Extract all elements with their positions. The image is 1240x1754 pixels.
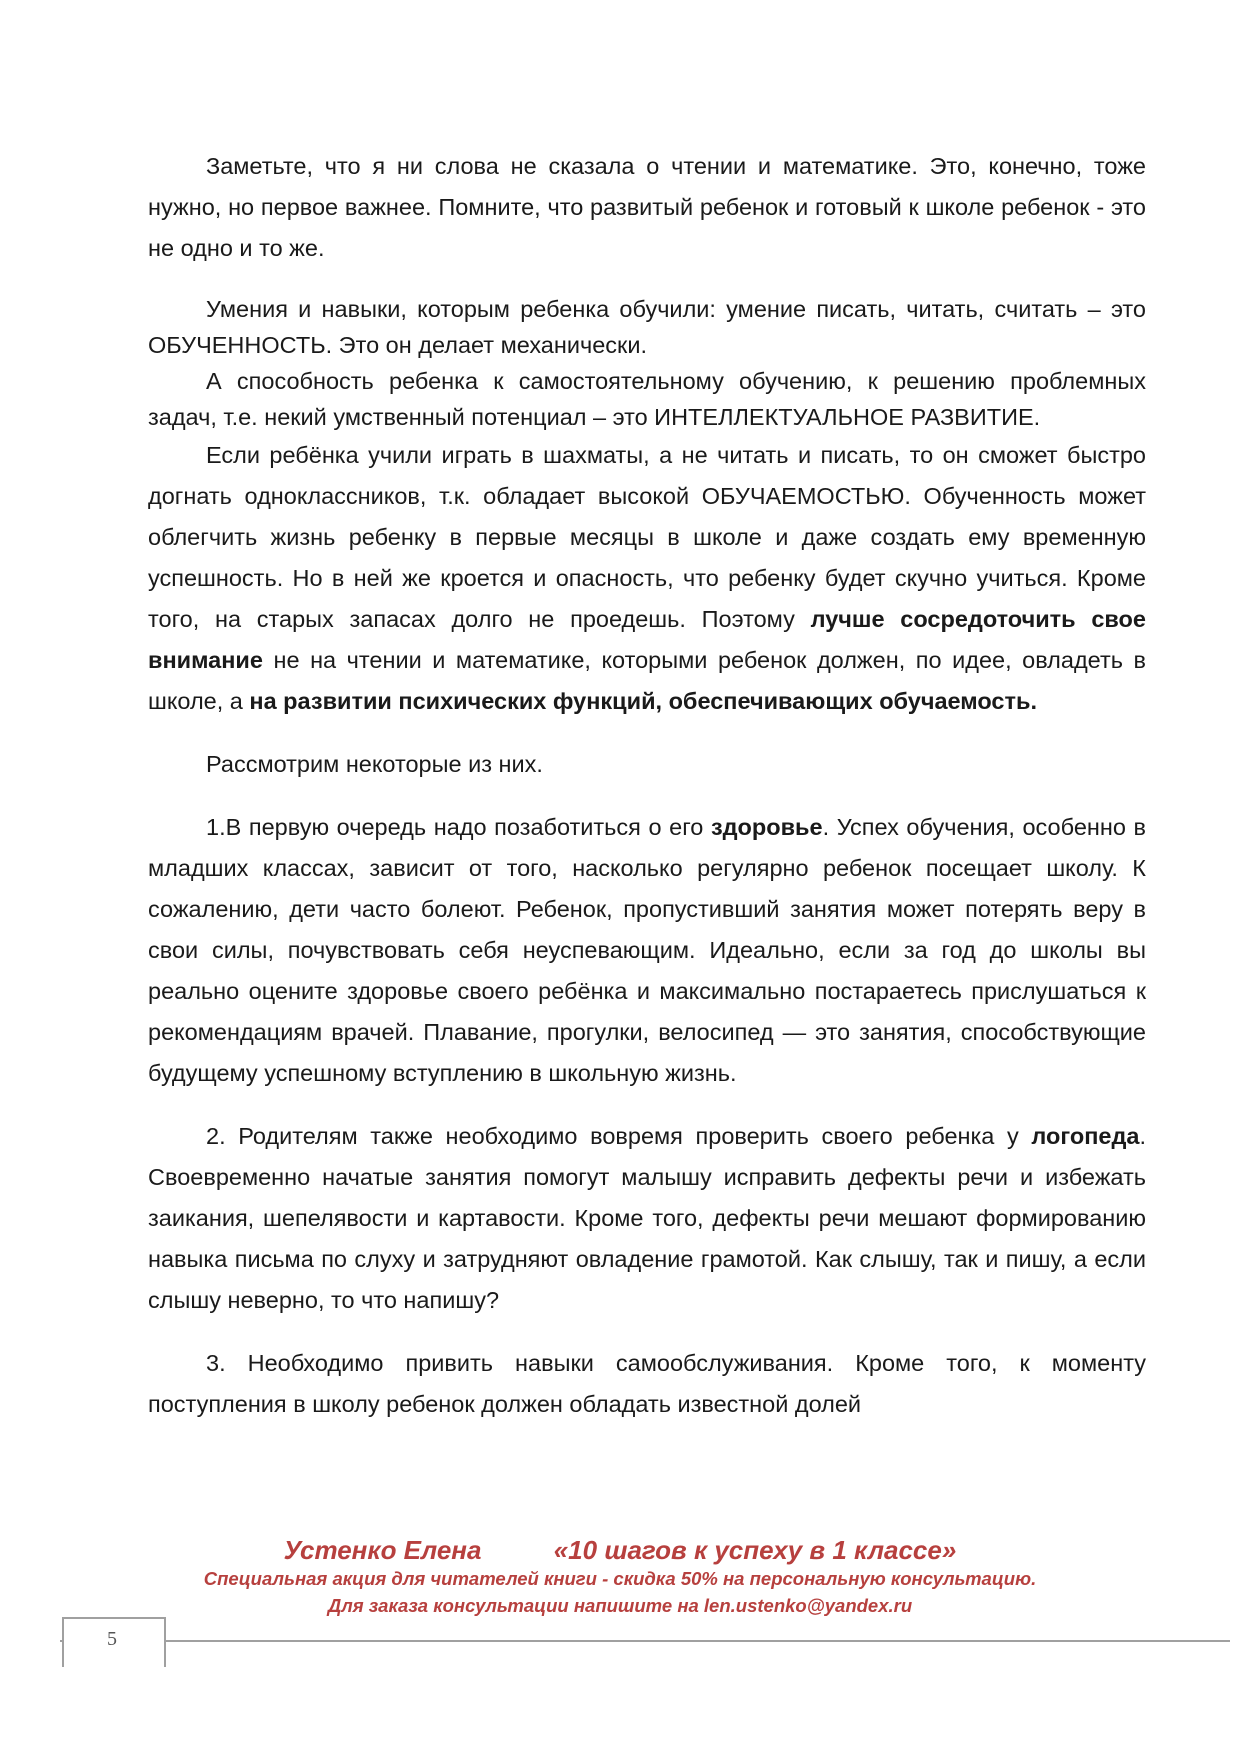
bold-text: на развитии психических функций, обеспечивающих обучаемость.: [249, 688, 1037, 714]
paragraph-8: [148, 1343, 1146, 1425]
bold-text: здоровье: [710, 814, 823, 840]
footer-author-line: [0, 1535, 1240, 1566]
paragraph-3: [148, 363, 1146, 435]
text-segment: Заметьте, что я ни слова не сказала о чтении и математике. Это, конечно, тоже нужно, но первое важнее. Помните, что развитый ребенок и готовый к школе ребенок - это не одно и то же.: [148, 153, 1146, 261]
text-segment: Если ребёнка учили играть в шахматы, а не читать и писать, то он сможет быстро догнать одноклассников, т.к. обладает высокой ОБУЧАЕМОСТЬЮ. Обученность может облегчить жизнь ребенку в первые месяцы в школе и даже создать ему временную успешность. Но в ней же кроется и опасность, что ребенку будет скучно учиться. Кроме того, на старых запасах долго не проедешь. Поэтому: [148, 442, 1146, 632]
text-segment: не на чтении и математике, которыми ребенок должен, по идее, овладеть в школе, а: [148, 647, 1146, 714]
footer-author: Устенко Елена: [283, 1535, 482, 1565]
footer-contact: Для заказа консультации напишите на len.ustenko@yandex.ru: [327, 1595, 913, 1616]
text-segment: 2. Родителям также необходимо вовремя проверить своего ребенка у: [206, 1123, 1032, 1149]
text-segment: 1.В первую очередь надо позаботиться о его: [206, 814, 711, 840]
text-segment: Умения и навыки, которым ребенка обучили: умение писать, читать, считать – это ОБУЧЕННОСТЬ. Это он делает механически.: [148, 296, 1146, 358]
footer-divider: [60, 1640, 1230, 1642]
text-segment: А способность ребенка к самостоятельному обучению, к решению проблемных задач, т.е. некий умственный потенциал – это ИНТЕЛЛЕКТУАЛЬНОЕ РАЗВИТИЕ.: [148, 368, 1146, 430]
page-body: [148, 146, 1146, 1425]
paragraph-2: [148, 291, 1146, 363]
paragraph-5: [148, 744, 1146, 785]
paragraph-4: [148, 435, 1146, 722]
footer-book-title: «10 шагов к успеху в 1 классе»: [553, 1535, 957, 1565]
paragraph-7: [148, 1116, 1146, 1321]
text-segment: Рассмотрим некоторые из них.: [206, 751, 543, 777]
page-number: 5: [107, 1628, 117, 1650]
footer-promo: Специальная акция для читателей книги - скидка 50% на персональную консультацию.: [203, 1568, 1037, 1589]
text-segment: 3. Необходимо привить навыки самообслуживания. Кроме того, к моменту поступления в школу ребенок должен обладать известной долей: [148, 1350, 1146, 1417]
text-segment: . Своевременно начатые занятия помогут малышу исправить дефекты речи и избежать заикания, шепелявости и картавости. Кроме того, дефекты речи мешают формированию навыка письма по слуху и затрудняют овладение грамотой. Как слышу, так и пишу, а если слышу неверно, то что напишу?: [148, 1123, 1146, 1313]
bold-text: лучше сосредоточить свое внимание: [148, 606, 1146, 673]
bold-text: логопеда: [1031, 1123, 1140, 1149]
paragraph-1: [148, 146, 1146, 269]
text-segment: . Успех обучения, особенно в младших классах, зависит от того, насколько регулярно ребенок посещает школу. К сожалению, дети часто болеют. Ребенок, пропустивший занятия может потерять веру в свои силы, почувствовать себя неуспевающим. Идеально, если за год до школы вы реально оцените здоровье своего ребёнка и максимально постараетесь прислушаться к рекомендациям врачей. Плавание, прогулки, велосипед — это занятия, способствующие будущему успешному вступлению в школьную жизнь.: [148, 814, 1146, 1086]
paragraph-6: [148, 807, 1146, 1094]
